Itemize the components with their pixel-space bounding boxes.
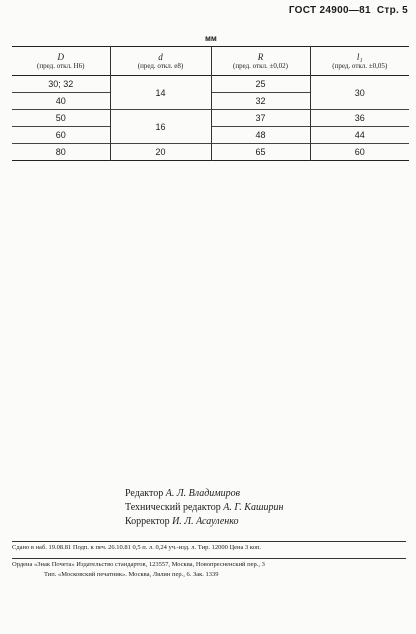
column-header-d	[110, 47, 211, 76]
cell-R: 65	[211, 144, 310, 161]
cell-D: 50	[12, 110, 110, 127]
column-tolerance: (пред. откл. е8)	[137, 61, 184, 70]
tech-editor-name: А. Г. Каширин	[223, 502, 284, 513]
page-number: Стр. 5	[376, 5, 408, 16]
units-label: мм	[205, 34, 217, 43]
cell-d: 14	[110, 76, 211, 110]
imprint-publisher: Ордена «Знак Почета» Издательство стандартов, 123557, Москва, Новопресненский пер., 3	[12, 558, 406, 570]
table-row	[12, 127, 409, 144]
page-header	[289, 5, 408, 16]
column-symbol: R	[257, 51, 264, 62]
dimensions-table	[12, 46, 409, 161]
standard-number: ГОСТ 24900—81	[288, 5, 371, 16]
cell-D: 80	[12, 144, 110, 161]
cell-R: 25	[211, 76, 310, 93]
tech-editor-line	[125, 501, 283, 515]
cell-d: 16	[110, 110, 211, 144]
column-symbol: D	[57, 51, 64, 62]
editor-name: А. Л. Владимиров	[165, 488, 240, 499]
proofreader-line	[125, 515, 283, 529]
column-tolerance: (пред. откл. ±0,05)	[332, 61, 388, 70]
table-row	[12, 110, 409, 127]
imprint-print-details: Сдано в наб. 19.08.81 Подп. к печ. 26.10.81 0,5 п. л. 0,24 уч.-изд. л. Тир. 12000 Цена 3 коп.	[12, 541, 406, 553]
column-symbol: d	[158, 51, 163, 62]
credits-block	[125, 487, 283, 529]
imprint-block	[12, 541, 406, 580]
editor-role: Редактор	[125, 488, 164, 499]
proofreader-role: Корректор	[125, 516, 170, 527]
cell-l1: 36	[310, 110, 409, 127]
cell-D: 40	[12, 93, 110, 110]
column-header-D	[12, 47, 110, 76]
cell-l1: 30	[310, 76, 409, 110]
column-header-R	[211, 47, 310, 76]
column-tolerance: (пред. откл. Н6)	[37, 61, 85, 70]
column-symbol: l₁	[356, 51, 363, 62]
cell-D: 60	[12, 127, 110, 144]
table-header-row	[12, 47, 409, 76]
cell-l1: 60	[310, 144, 409, 161]
cell-d: 20	[110, 144, 211, 161]
table-row	[12, 76, 409, 93]
column-tolerance: (пред. откл. ±0,02)	[233, 61, 288, 70]
imprint-printer: Тип. «Московский печатник». Москва, Лялин пер., 6. Зак. 1339	[44, 571, 219, 578]
editor-line	[125, 487, 283, 501]
column-header-l1	[310, 47, 409, 76]
cell-l1: 44	[310, 127, 409, 144]
cell-R: 37	[211, 110, 310, 127]
table-row	[12, 144, 409, 161]
cell-D: 30; 32	[12, 76, 110, 93]
cell-R: 32	[211, 93, 310, 110]
cell-R: 48	[211, 127, 310, 144]
tech-editor-role: Технический редактор	[125, 502, 221, 513]
proofreader-name: И. Л. Асауленко	[172, 516, 239, 527]
